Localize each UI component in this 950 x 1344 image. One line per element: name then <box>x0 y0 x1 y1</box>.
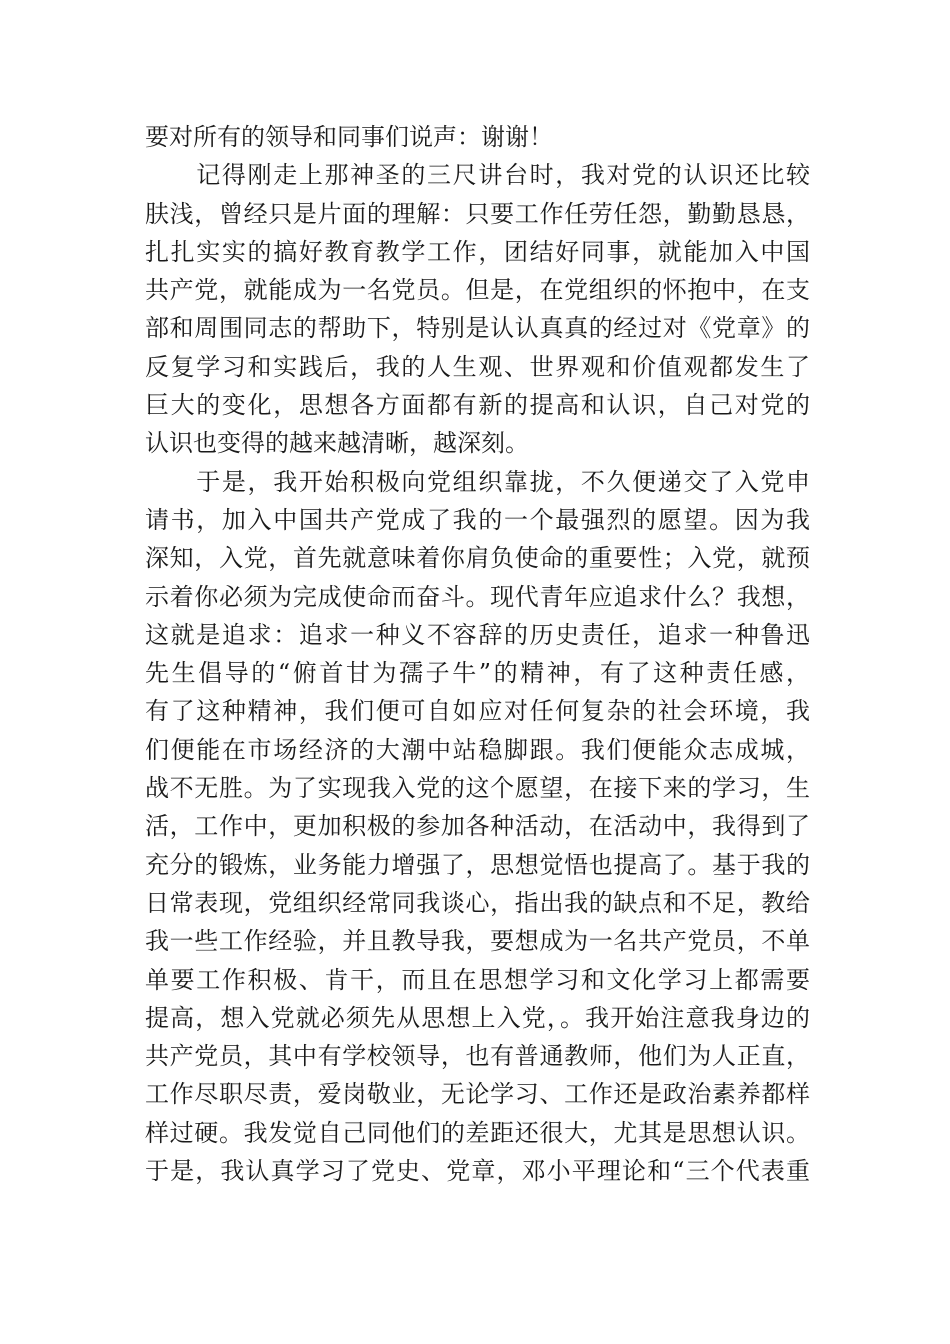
body-text <box>145 118 810 1190</box>
text-line: 示着你必须为完成使命而奋斗。现代青年应追求什么？我想， <box>145 582 810 611</box>
text-line: 工作尽职尽责，爱岗敬业，无论学习、工作还是政治素养都样 <box>145 1080 810 1109</box>
text-line: 认识也变得的越来越清晰，越深刻。 <box>145 429 529 458</box>
text-line: 于是，我开始积极向党组织靠拢，不久便递交了入党申 <box>145 467 810 496</box>
text-line: 提高，想入党就必须先从思想上入党，。我开始注意我身边的 <box>145 1003 810 1032</box>
text-line: 这就是追求：追求一种义不容辞的历史责任，追求一种鲁迅 <box>145 620 810 649</box>
text-line: 深知，入党，首先就意味着你肩负使命的重要性；入党，就预 <box>145 544 810 573</box>
text-line: 们便能在市场经济的大潮中站稳脚跟。我们便能众志成城， <box>145 735 810 764</box>
text-line: 肤浅，曾经只是片面的理解：只要工作任劳任怨，勤勤恳恳， <box>145 199 810 228</box>
text-line: 我一些工作经验，并且教导我，要想成为一名共产党员，不单 <box>145 927 810 956</box>
text-line: 请书，加入中国共产党成了我的一个最强烈的愿望。因为我 <box>145 505 810 534</box>
text-line: 活，工作中，更加积极的参加各种活动，在活动中，我得到了 <box>145 812 810 841</box>
text-line: 战不无胜。为了实现我入党的这个愿望，在接下来的学习，生 <box>145 774 810 803</box>
text-line: 先生倡导的“俯首甘为孺子牛”的精神，有了这种责任感， <box>145 659 810 688</box>
text-line: 于是，我认真学习了党史、党章，邓小平理论和“三个代表重 <box>145 1157 810 1186</box>
text-line: 扎扎实实的搞好教育教学工作，团结好同事，就能加入中国 <box>145 237 810 266</box>
text-line: 巨大的变化，思想各方面都有新的提高和认识，自己对党的 <box>145 391 810 420</box>
text-line: 样过硬。我发觉自己同他们的差距还很大，尤其是思想认识。 <box>145 1118 810 1147</box>
text-line: 日常表现，党组织经常同我谈心，指出我的缺点和不足，教给 <box>145 888 810 917</box>
text-line: 充分的锻炼，业务能力增强了，思想觉悟也提高了。基于我的 <box>145 850 810 879</box>
text-line: 反复学习和实践后，我的人生观、世界观和价值观都发生了 <box>145 352 810 381</box>
text-line: 单要工作积极、肯干，而且在思想学习和文化学习上都需要 <box>145 965 810 994</box>
text-line: 共产党，就能成为一名党员。但是，在党组织的怀抱中，在支 <box>145 276 810 305</box>
text-line: 要对所有的领导和同事们说声：谢谢！ <box>145 123 553 151</box>
text-line: 有了这种精神，我们便可自如应对任何复杂的社会环境，我 <box>145 697 810 726</box>
text-line: 部和周围同志的帮助下，特别是认认真真的经过对《党章》的 <box>145 314 810 343</box>
text-line: 记得刚走上那神圣的三尺讲台时，我对党的认识还比较 <box>145 161 810 190</box>
text-line: 共产党员，其中有学校领导，也有普通教师，他们为人正直， <box>145 1042 810 1071</box>
